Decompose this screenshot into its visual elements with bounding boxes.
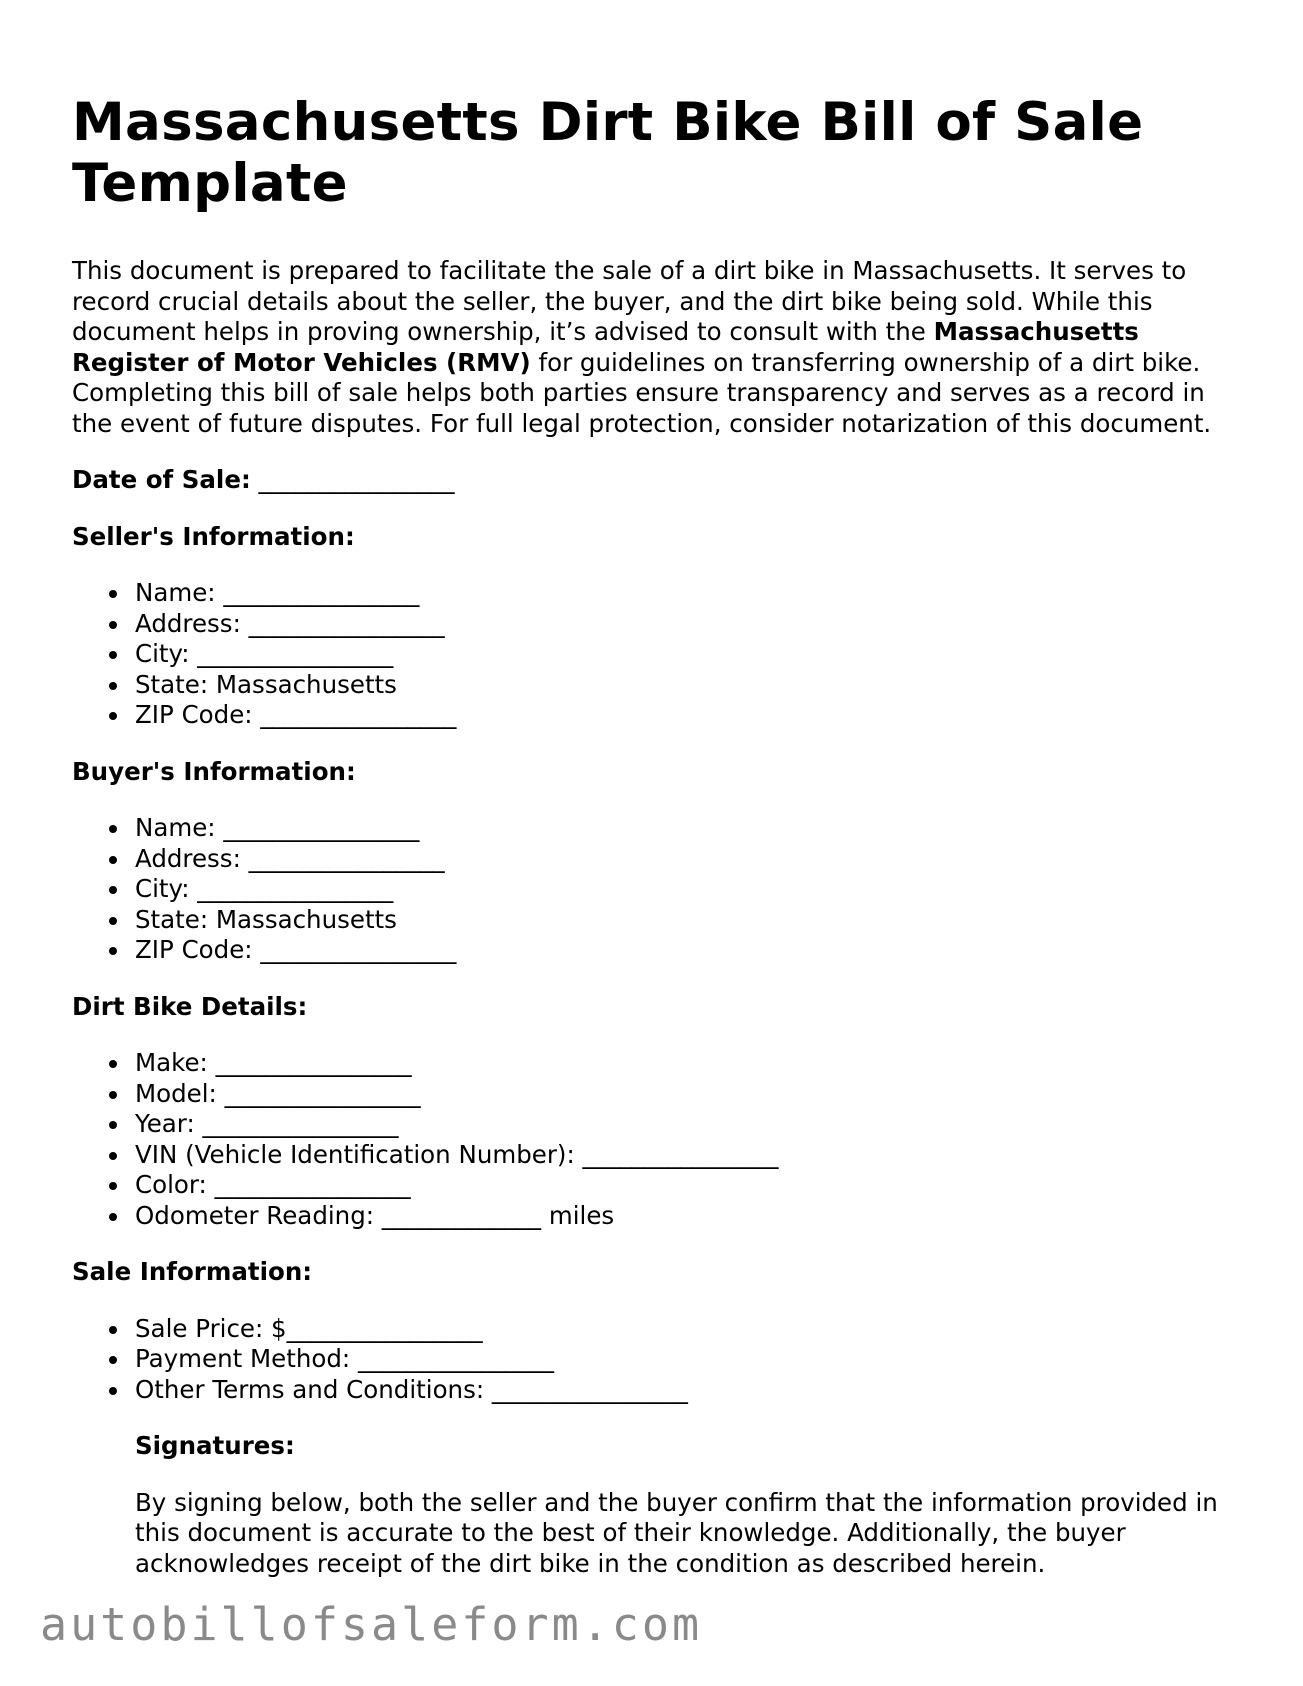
bike-make-label: Make: [135,1048,208,1077]
bike-year-label: Year: [135,1109,195,1138]
buyer-city-label: City: [135,874,190,903]
bike-vin-blank: ________________ [574,1139,779,1169]
other-terms-blank: ________________ [484,1374,688,1404]
buyer-state-label: State: [135,904,209,934]
buyer-zip-label: ZIP Code: [135,935,253,964]
bike-model-label: Model: [135,1078,217,1108]
list-item [135,609,1242,640]
document-page [72,92,1242,1579]
list-item [135,1170,1242,1201]
list-item [135,1140,1242,1171]
seller-state-value: Massachusetts [208,669,397,699]
seller-name-blank: ________________ [215,578,420,607]
bike-odometer-blank: _____________ miles [374,1200,615,1230]
buyer-state-value: Massachusetts [208,904,397,934]
payment-method-blank: ________________ [350,1344,554,1373]
intro-rmv-bold: Massachusetts Register of Motor Vehicles (RMV) [72,317,1139,377]
intro-paragraph [72,256,1242,439]
bike-section-title: Dirt Bike Details: [72,991,308,1021]
document-title: Massachusetts Dirt Bike Bill of Sale Template [72,92,1144,214]
bike-model-blank: ________________ [216,1078,421,1108]
list-item [135,813,1242,844]
buyer-zip-blank: ________________ [252,935,457,964]
bike-make-blank: ________________ [207,1048,412,1077]
seller-address-blank: ________________ [240,608,445,638]
sale-price-label: Sale Price: [135,1313,264,1343]
buyer-address-blank: ________________ [240,843,445,873]
list-item [135,670,1242,701]
list-item [135,700,1242,731]
bike-color-label: Color: [135,1170,207,1199]
seller-zip-label: ZIP Code: [135,700,253,729]
buyer-address-label: Address: [135,843,241,873]
signatures-text: By signing below, both the seller and the buyer confirm that the information provided in this document is accurate to the best of their knowledge. Additionally, the buyer acknowledges receipt of the dirt bike in the condition as described herein. [135,1487,1218,1578]
seller-name-label: Name: [135,578,216,607]
list-item [135,639,1242,670]
seller-zip-blank: ________________ [252,700,457,729]
payment-method-label: Payment Method: [135,1344,351,1373]
date-of-sale-blank: ________________ [250,465,455,494]
signatures-block [135,1431,1242,1579]
list-item [135,935,1242,966]
list-item [135,1079,1242,1110]
sale-section-title: Sale Information: [72,1257,313,1286]
list-item [135,1344,1242,1375]
site-watermark: autobillofsaleform.com [40,1598,703,1651]
list-item [135,1048,1242,1079]
date-of-sale-line [72,465,1242,496]
seller-address-label: Address: [135,608,241,638]
other-terms-label: Other Terms and Conditions: [135,1374,485,1404]
bike-vin-label: VIN (Vehicle Identification Number): [135,1139,575,1169]
list-item [135,905,1242,936]
seller-city-blank: ________________ [189,639,394,668]
sale-price-blank: $________________ [263,1313,483,1343]
list-item [135,874,1242,905]
sale-list [72,1314,1242,1406]
intro-text-2: for guidelines on transferring ownership of a dirt bike. Completing this bill of sale helps both parties ensure transparency and serves as a record in the event of future disputes. For full legal protection, consider notarization of this document. [72,347,1212,438]
list-item [135,844,1242,875]
buyer-section-title: Buyer's Information: [72,756,356,786]
buyer-name-blank: ________________ [215,813,420,842]
bike-odometer-label: Odometer Reading: [135,1200,375,1230]
seller-list [72,578,1242,731]
list-item [135,1375,1242,1406]
list-item [135,1109,1242,1140]
seller-city-label: City: [135,639,190,668]
buyer-city-blank: ________________ [189,874,394,903]
seller-state-label: State: [135,669,209,699]
list-item [135,578,1242,609]
buyer-list [72,813,1242,966]
bike-list [72,1048,1242,1231]
list-item [135,1314,1242,1345]
seller-section-title: Seller's Information: [72,521,355,551]
intro-text-1: This document is prepared to facilitate the sale of a dirt bike in Massachusetts. It serves to record crucial details about the seller, the buyer, and the dirt bike being sold. While this document helps in proving ownership, it’s advised to consult with the [72,256,1187,346]
bike-year-blank: ________________ [194,1109,399,1138]
bike-color-blank: ________________ [206,1170,411,1199]
signatures-title: Signatures: [135,1431,295,1460]
date-of-sale-label: Date of Sale: [72,465,251,494]
buyer-name-label: Name: [135,813,216,842]
list-item [135,1201,1242,1232]
